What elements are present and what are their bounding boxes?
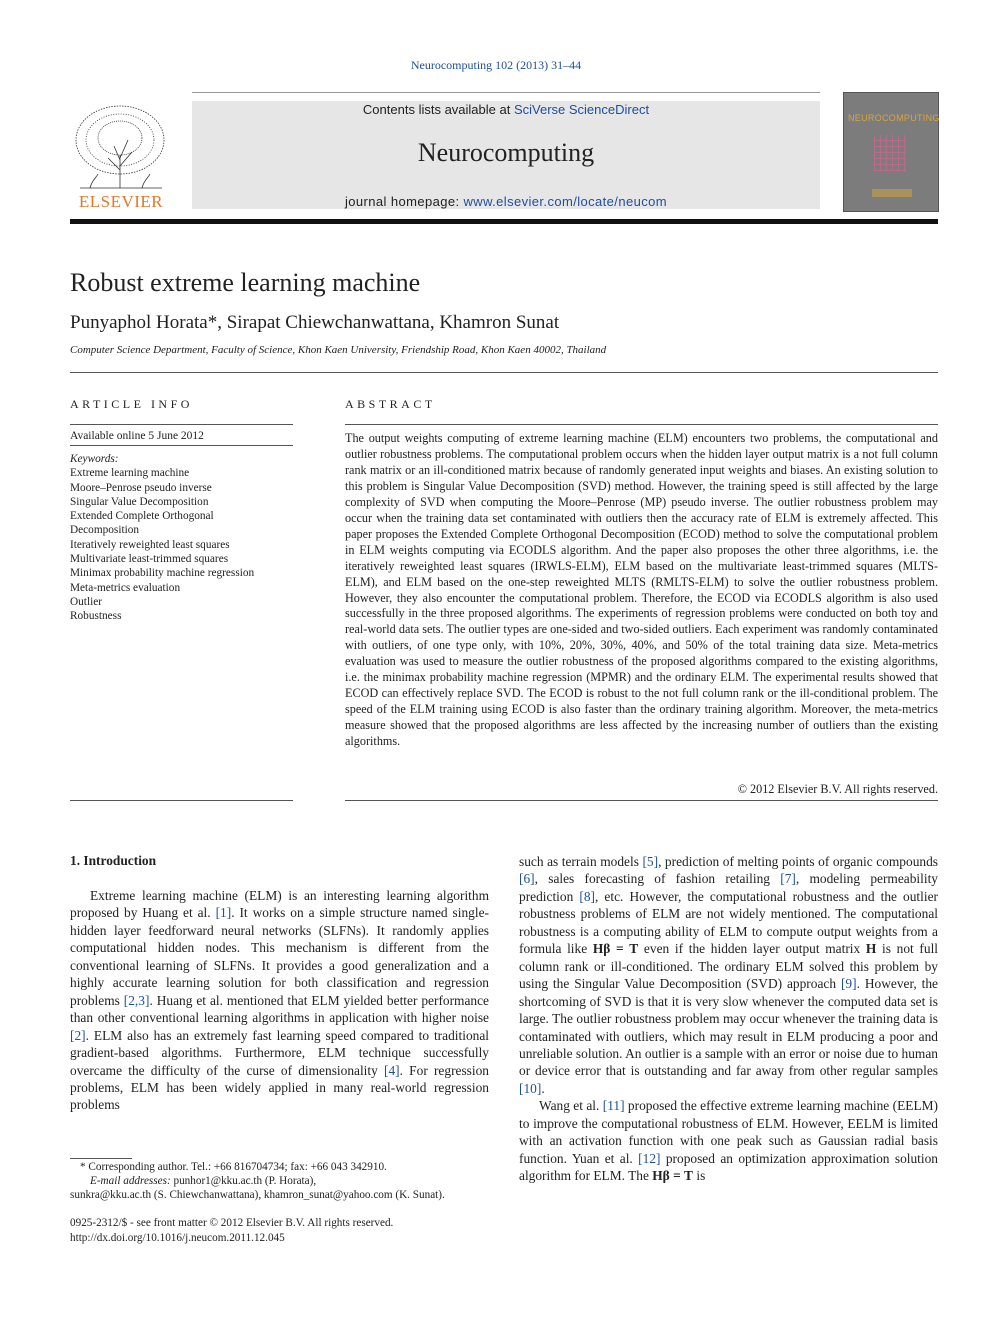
text-run: . Huang et al. mentioned that ELM yielded better performance than other conventional learning algorithms in application with higher noise [70,992,489,1026]
article-info-bottom-rule [70,800,293,801]
text-run: proposed the effective extreme learning machine (EELM) to improve the computational robustness of ELM. However, EELM is limited with an activation function with one peak such as Gaussian radial basis function. Yuan et al. [519,1098,938,1166]
contents-prefix: Contents lists available at [362,102,514,117]
citation-link[interactable]: [1] [215,905,232,921]
keywords-label: Keywords: [70,453,119,465]
header-rule [70,219,938,224]
text-run: Wang et al. [539,1098,603,1114]
text-run: Extreme learning machine (ELM) is an interesting learning algorithm proposed by Huang et al. [70,888,489,921]
intro-paragraph-2 [519,1097,938,1184]
homepage-link[interactable]: www.elsevier.com/locate/neucom [463,194,667,209]
author-list: Punyaphol Horata*, Sirapat Chiewchanwattana, Khamron Sunat [70,312,560,333]
citation-link[interactable]: [7] [780,871,796,887]
cover-title: NEUROCOMPUTING [848,113,940,123]
keyword: Singular Value Decomposition [70,495,209,508]
email-label: E-mail addresses: [90,1175,171,1187]
article-info-heading: ARTICLE INFO [70,397,193,411]
journal-cover-image [843,92,939,212]
elsevier-logo [70,100,172,212]
keyword: Moore–Penrose pseudo inverse [70,481,212,494]
text-run: , modeling permeability prediction [519,871,938,904]
citation-link[interactable]: [4] [384,1062,400,1078]
citation-link[interactable]: [2,3] [123,992,150,1008]
email-addresses-cont[interactable]: sunkra@kku.ac.th (S. Chiewchanwattana), khamron_sunat@yahoo.com (K. Sunat). [70,1189,445,1201]
keyword: Outlier [70,595,102,608]
intro-paragraph-1-cont [519,853,938,1097]
cover-graphic [874,135,906,171]
text-run: . It works on a simple structure named single-hidden layer feedforward neural networks (SLFNs). It randomly applies computational hidden nodes. This mechanism is different from the conventional learning of SLFNs. It provides a good generalization and a highly accurate learning solution for both classification and regression problems [70,905,489,1008]
body-right-column [519,853,938,1185]
text-run: . [541,1080,545,1096]
citation-link[interactable]: [8] [579,888,595,904]
section-heading-introduction: 1. Introduction [70,853,157,868]
keyword: Decomposition [70,524,140,537]
equation: Hβ = T [652,1168,693,1184]
article-info-rule [70,424,293,425]
text-run: is not full column rank or ill-conditioned. The ordinary ELM solved this problem by using the Singular Value Decomposition (SVD) approach [519,941,939,992]
email-text[interactable]: punhor1@kku.ac.th (P. Horata), [170,1175,317,1187]
footnote-rule [70,1158,132,1159]
issn-line: 0925-2312/$ - see front matter © 2012 Elsevier B.V. All rights reserved. [70,1217,394,1229]
article-title: Robust extreme learning machine [70,268,421,297]
homepage-prefix: journal homepage: [345,194,464,209]
sciencedirect-link[interactable]: SciVerse ScienceDirect [513,102,650,117]
body-left-column [70,887,489,1114]
text-run: such as terrain models [519,854,643,869]
keyword: Meta-metrics evaluation [70,581,181,594]
header-top-line [192,92,820,93]
citation-link[interactable]: [9] [840,976,857,992]
text-run: , sales forecasting of fashion retailing [534,871,781,887]
affiliation: Computer Science Department, Faculty of Science, Khon Kaen University, Friendship Road, Khon Kaen 40002, Thailand [70,344,607,356]
text-run: . However, the shortcoming of SVD is that it is very slow whenever the computed data set is large. The outlier robustness problem may occur whenever the training data is contaminated with outliers, which may result in ELM producing a poor and unreliable solution. An outlier is a sample with an error or noise due to human or device error that is outstanding and far away from other regular samples [519,976,939,1079]
keyword: Iteratively reweighted least squares [70,538,230,551]
text-run: , etc. However, the computational robustness and the outlier robustness problems of ELM are not widely mentioned. The computational robustness is a computing ability of ELM to compute output weights from a formula like [519,888,938,957]
abstract-bottom-rule [345,800,938,801]
journal-homepage [192,194,820,209]
citation-link[interactable]: [6] [519,871,535,887]
keyword: Extreme learning machine [70,467,190,480]
matrix-symbol: H [865,941,877,957]
title-divider [70,372,938,373]
intro-paragraph-1 [70,887,489,1114]
citation-link[interactable]: [2] [70,1027,86,1043]
citation-link[interactable]: [10] [519,1080,542,1096]
citation-link[interactable]: [12] [638,1150,661,1166]
journal-citation[interactable]: Neurocomputing 102 (2013) 31–44 [410,58,582,72]
keyword: Multivariate least-trimmed squares [70,553,229,566]
doi-link[interactable]: http://dx.doi.org/10.1016/j.neucom.2011.12.045 [70,1232,285,1244]
available-online-date: Available online 5 June 2012 [70,430,204,442]
text-run: even if the hidden layer output matrix [638,941,866,957]
citation-link[interactable]: [5] [642,854,659,869]
elsevier-wordmark: ELSEVIER [78,192,164,211]
article-info-rule [70,445,293,446]
text-run: . ELM also has an extremely fast learning speed compared to traditional gradient-based algorithms. Furthermore, ELM technique successfully overcame the difficulty of the curse of dimensionality [70,1027,489,1078]
keyword: Extended Complete Orthogonal [70,510,214,523]
corresponding-author: * Corresponding author. Tel.: +66 816704734; fax: +66 043 342910. [80,1161,387,1173]
cover-footer-graphic [872,189,912,197]
keyword: Robustness [70,610,122,623]
text-run: proposed an optimization approximation solution algorithm for ELM. The [519,1150,939,1184]
email-addresses [70,1174,494,1188]
abstract-heading: ABSTRACT [345,397,436,411]
abstract-rule [345,424,938,425]
copyright-notice: © 2012 Elsevier B.V. All rights reserved. [737,782,938,796]
equation: Hβ = T [592,941,639,957]
contents-availability [192,101,820,117]
front-matter-info [70,1216,393,1246]
keyword: Minimax probability machine regression [70,567,255,580]
text-run: is [693,1168,706,1184]
citation-link[interactable]: [11] [602,1098,625,1114]
text-run: , prediction of melting points of organic compounds [658,854,938,869]
keywords-list [70,452,293,624]
footnote [70,1160,494,1202]
abstract-text: The output weights computing of extreme learning machine (ELM) encounters two problems, the computational and outlier robustness problems. The computational problem occurs when the hidden layer output matrix is a not full column rank matrix or an ill-conditioned matrix because of randomly generated input weights and biases. An existing solution to this problem is Singular Value Decomposition (SVD) method. However, the training speed is still affected by the large complexity of SVD when computing the Moore–Penrose (MP) pseudo inverse. The outlier robustness problem may occur when the training data set contaminated with outliers then the accuracy rate of ELM is extremely affected. This paper proposes the Extended Complete Orthogonal Decomposition (ECOD) method to solve the computational problem in ELM weights computing via ECODLS algorithm. And the paper also proposes the other three algorithms, i.e. the iteratively reweighted least squares (IRWLS-ELM), ELM based on the multivariate least-trimmed squares (MLTS-ELM), and ELM based on the one-step reweighted MLTS (RMLTS-ELM) to solve the outlier robustness problem. However, they also encounter the computational problem. Therefore, the ECOD via ECODLS algorithm is also used successfully in the three proposed algorithms. The experiments of regression problems were conducted on both toy and real-world data sets. The outlier types are one-sided and two-sided outliers. Each experiment was randomly contaminated with outliers, of one type only, with 10%, 20%, 30%, 40%, and 50% of the total training data size. Meta-metrics evaluation was used to measure the outlier robustness of the proposed algorithms compared to the existing algorithms, i.e. the minimax probability machine regression (MPMR) and the ordinary ELM. The experimental results showed that ECOD can effectively replace SVD. The ECOD is robust to the not full column rank or the ill-conditional problem. The speed of the ELM training using ECOD is also faster than the ordinary training algorithm. Moreover, the meta-metrics measure showed that the proposed algorithms are less affected by the increasing number of outliers than the existing algorithms. [345,431,938,749]
journal-name: Neurocomputing [417,138,595,167]
text-run: . For regression problems, ELM has been widely applied in many real-world regression problems [70,1062,490,1113]
